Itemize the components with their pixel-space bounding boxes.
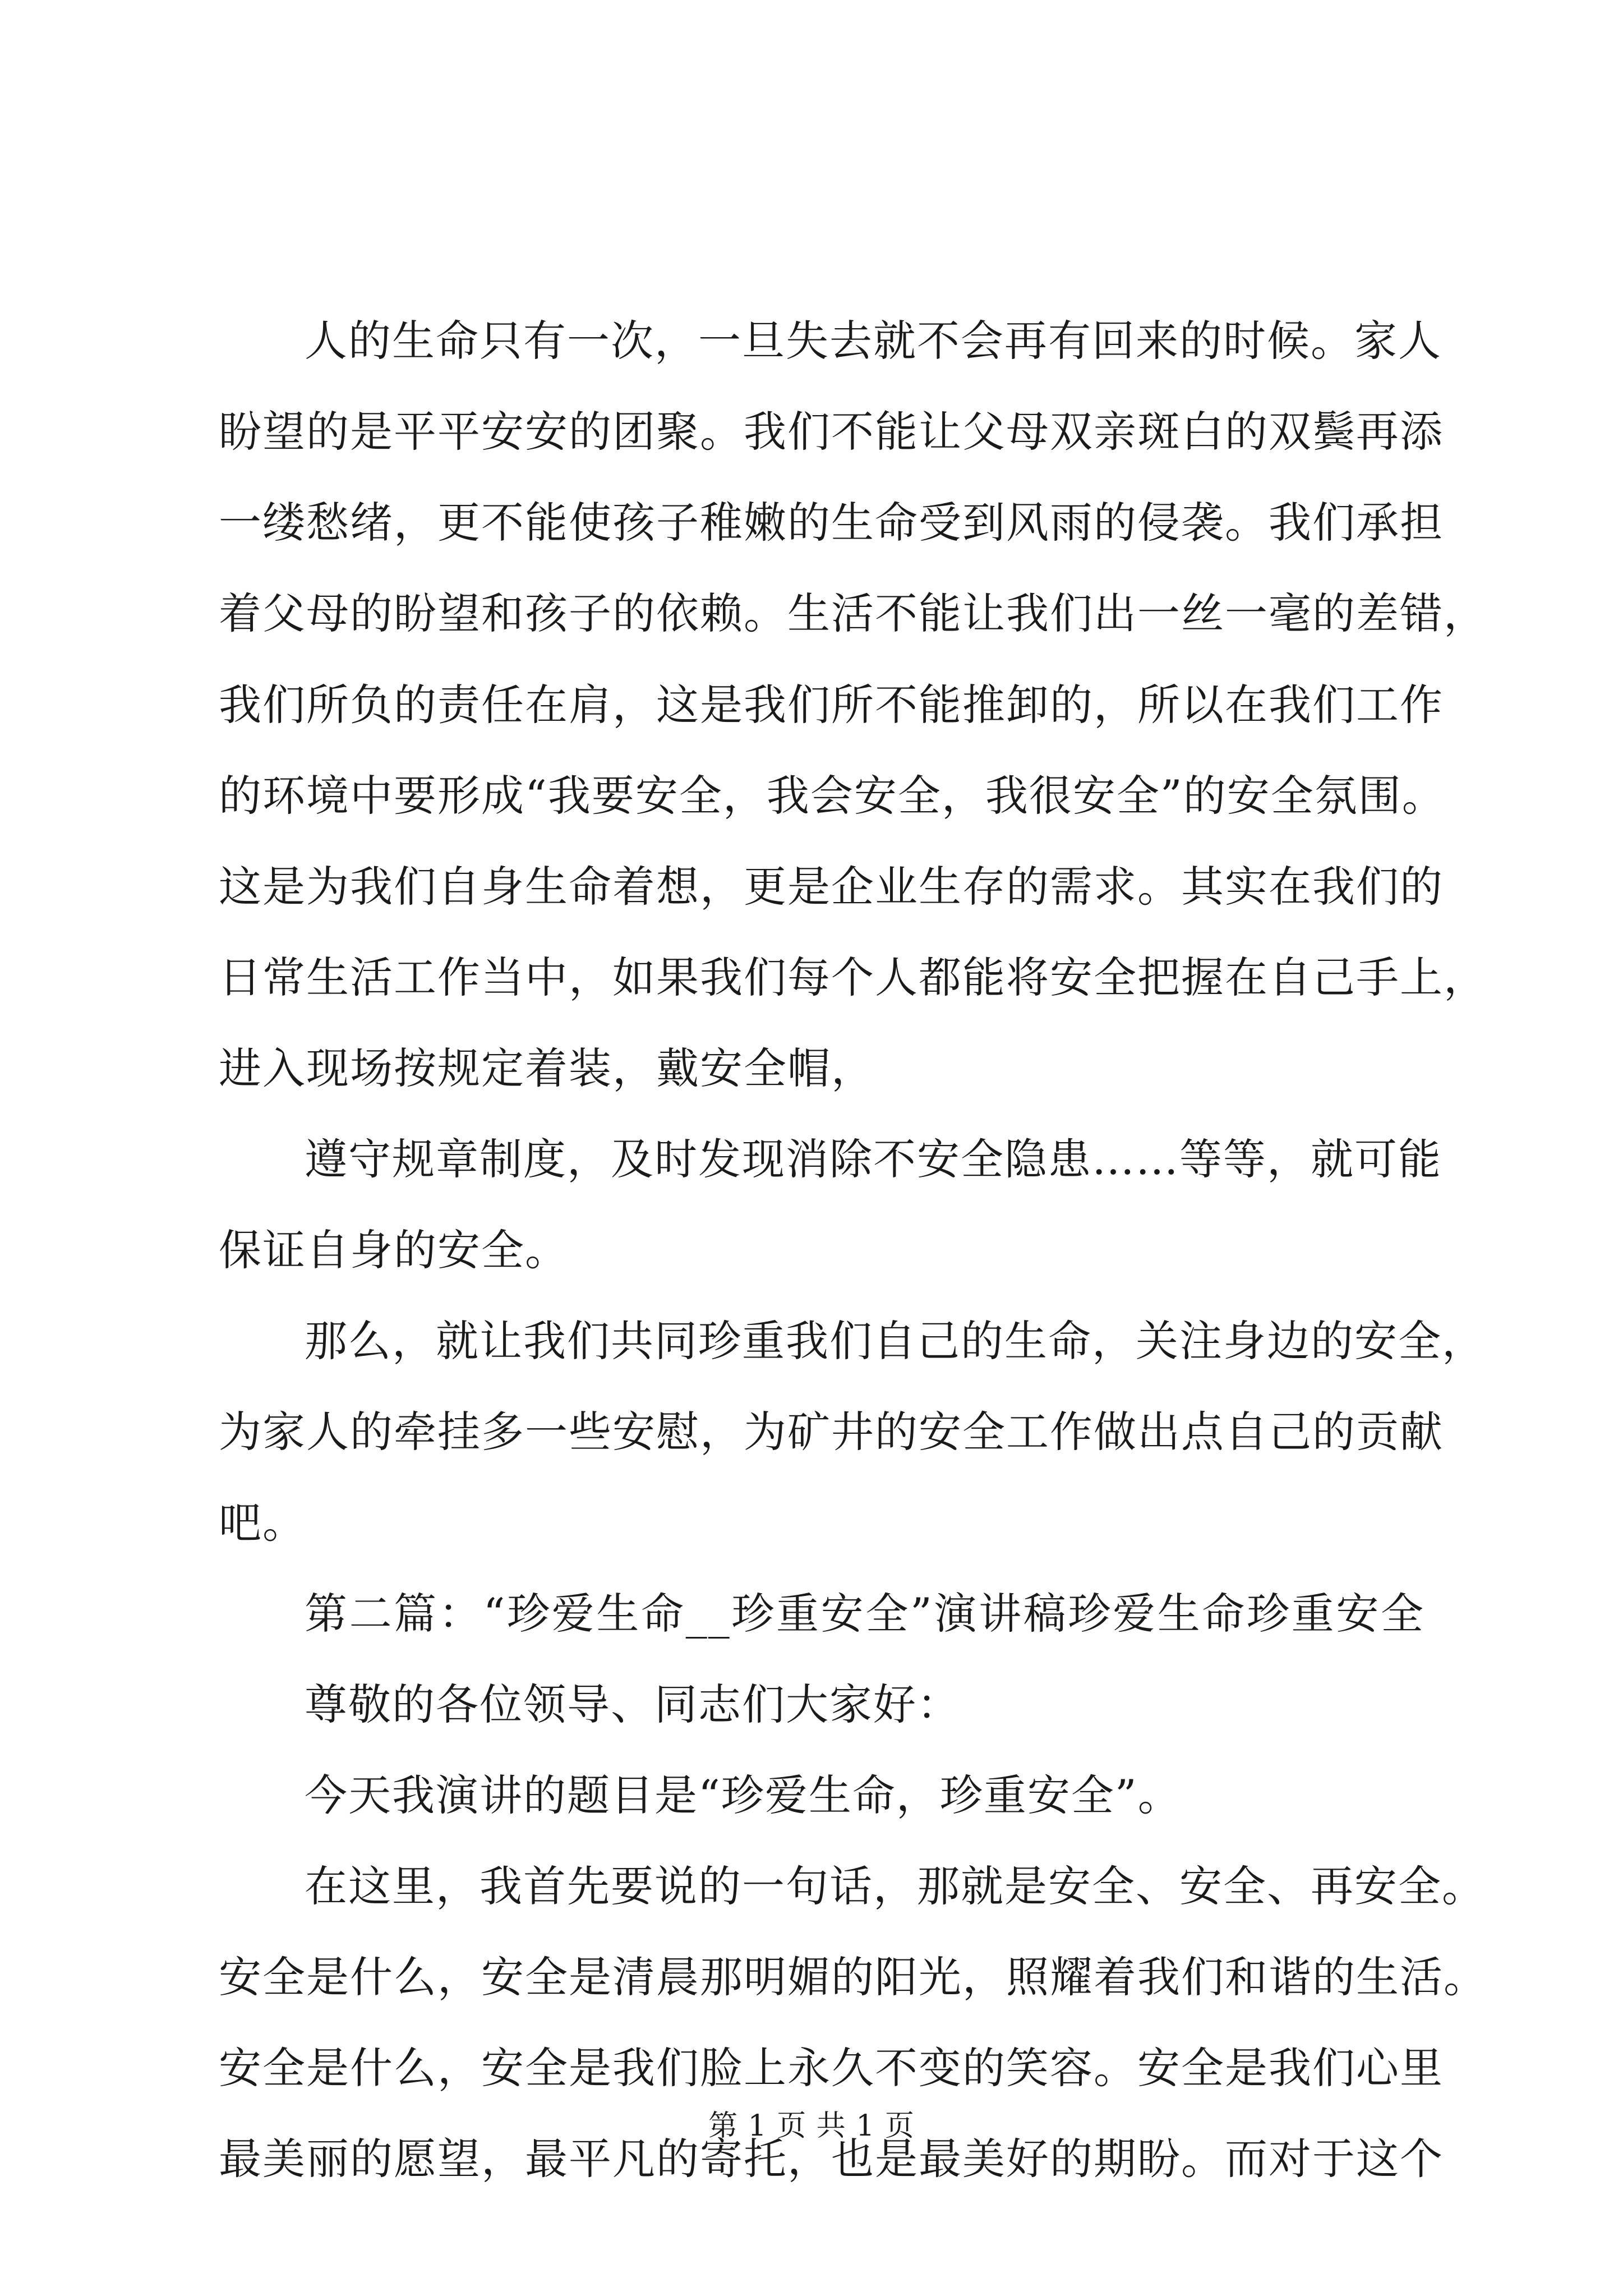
text-line: 着父母的盼望和孩子的依赖。生活不能让我们出一丝一毫的差错，	[219, 588, 1487, 638]
text-line: 进入现场按规定着装，戴安全帽，	[219, 1043, 875, 1093]
text-line: 的环境中要形成“我要安全，我会安全，我很安全”的安全氛围。	[219, 771, 1446, 821]
text-line: 那么，就让我们共同珍重我们自己的生命，关注身边的安全，	[305, 1316, 1486, 1366]
text-line: 吧。	[219, 1498, 306, 1548]
text-line: 为家人的牵挂多一些安慰，为矿井的安全工作做出点自己的贡献	[219, 1407, 1444, 1457]
text-line: 今天我演讲的题目是“珍爱生命，珍重安全”。	[305, 1770, 1182, 1820]
text-line: 在这里，我首先要说的一句话，那就是安全、安全、再安全。	[305, 1861, 1486, 1911]
text-line: 盼望的是平平安安的团聚。我们不能让父母双亲斑白的双鬓再添	[219, 407, 1444, 457]
text-line: 人的生命只有一次，一旦失去就不会再有回来的时候。家人	[305, 316, 1442, 366]
text-line: 安全是什么，安全是清晨那明媚的阳光，照耀着我们和谐的生活。	[219, 1952, 1487, 2002]
salutation: 尊敬的各位领导、同志们大家好：	[305, 1680, 961, 1729]
page-number-footer: 第 1 页 共 1 页	[708, 2109, 915, 2143]
text-line: 日常生活工作当中，如果我们每个人都能将安全把握在自己手上，	[219, 953, 1487, 1002]
text-line: 我们所负的责任在肩，这是我们所不能推卸的，所以在我们工作	[219, 680, 1444, 730]
text-line: 遵守规章制度，及时发现消除不安全隐患……等等，就可能	[305, 1134, 1442, 1184]
text-line: 这是为我们自身生命着想，更是企业生存的需求。其实在我们的	[219, 862, 1444, 912]
text-line: 最美丽的愿望，最平凡的寄托，也是最美好的期盼。而对于这个	[219, 2134, 1444, 2184]
text-line: 安全是什么，安全是我们脸上永久不变的笑容。安全是我们心里	[219, 2043, 1444, 2093]
section-heading: 第二篇：“珍爱生命__珍重安全”演讲稿珍爱生命珍重安全	[305, 1589, 1424, 1639]
text-line: 一缕愁绪，更不能使孩子稚嫩的生命受到风雨的侵袭。我们承担	[219, 498, 1444, 547]
text-line: 保证自身的安全。	[219, 1225, 569, 1275]
